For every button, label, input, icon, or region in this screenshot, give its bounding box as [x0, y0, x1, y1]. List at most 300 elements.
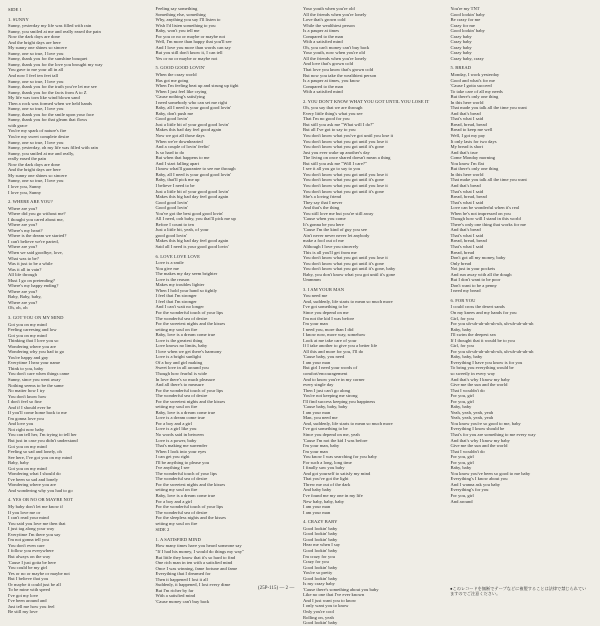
- lyric-line: setting my soul on fire: [155, 487, 198, 493]
- lyric-line: Has got me going: [155, 77, 189, 83]
- lyric-line: I love when we get there's harmony: [155, 348, 222, 354]
- lyric-line: Ummmm: [303, 277, 321, 283]
- lyric-line: Baby, baby: [450, 404, 472, 410]
- lyric-line: For you, girl: [450, 398, 474, 404]
- lyric-line: Think to you, baby: [8, 365, 44, 371]
- lyric-line: Makes this big bad day feel good again: [155, 238, 229, 244]
- lyric-line: Nothing seems to be the same: [8, 382, 64, 388]
- lyric-line: 'Cause baby, you need: [303, 354, 345, 360]
- lyric-line: That's what I said: [450, 199, 484, 205]
- lyric-line: You gave to me your all in all: [8, 67, 64, 73]
- lyric-line: Baby, baby: [450, 326, 472, 332]
- lyric-line: Baby, love is a dream come true: [155, 332, 216, 338]
- lyric-line: New baby, baby, baby: [303, 498, 345, 504]
- lyric-line: She's a loving friend: [303, 194, 342, 200]
- lyric-line: You don't know what you got until you lose it: [303, 182, 388, 188]
- lyric-line: Is a pauper at times: [303, 28, 340, 34]
- lyric-line: with grace: [8, 122, 28, 128]
- lyric-line: In this here world: [450, 171, 484, 177]
- lyric-line: But little they know that it's so hard to find: [155, 554, 236, 560]
- lyric-line: But now you take the wealthiest person: [303, 72, 377, 78]
- lyric-line: Feeling careesing and low: [8, 327, 57, 333]
- lyric-line: Just a little bit of your good good lovin': [155, 188, 229, 194]
- lyric-line: 'Cause I just gotta be here: [8, 559, 56, 565]
- lyric-line: Though how fearful is wide: [155, 371, 208, 376]
- lyric-line: To be mine with speed: [8, 587, 50, 593]
- lyric-line: Good lookin' baby: [450, 11, 485, 17]
- lyric-line: You don't even care: [8, 542, 45, 548]
- lyric-line: I know now, more way, somehow: [303, 332, 366, 338]
- lyric-line: When we said goodbye, love,: [8, 249, 63, 255]
- lyric-line: There's only one thing that works for me: [450, 221, 526, 227]
- lyric-line: For a boy and a girl: [155, 420, 193, 426]
- lyric-line: Where is the dream we started?: [8, 233, 67, 239]
- lyric-line: Then I just can't go along: [303, 387, 351, 393]
- lyric-line: I'm your man: [303, 448, 328, 454]
- lyric-line: Your youth when you're old: [303, 6, 355, 11]
- lyric-line: Why, anything you say I'll listen to: [155, 17, 221, 23]
- lyric-line: And that's true: [450, 149, 478, 155]
- lyric-line: I follow you everywhere: [8, 548, 54, 554]
- lyric-line: When I look into your eyes: [155, 448, 207, 454]
- lyric-line: And that's bread: [450, 182, 481, 188]
- lyric-line: Sunny, you smiled at me and really,: [8, 150, 75, 156]
- lyric-line: And around: [450, 498, 473, 504]
- lyric-line: It's gonna be you here: [303, 221, 344, 227]
- lyric-line: And I start falling apart: [155, 160, 200, 166]
- lyric-line: Before I count to ten: [155, 221, 194, 227]
- song-title: 6. FOR YOU: [450, 297, 476, 303]
- lyric-line: Makes this big bad day feel good again: [155, 194, 229, 200]
- lyric-line: You still love me but you're still away: [303, 210, 374, 216]
- lyric-line: But always on the way: [8, 553, 51, 559]
- lyric-line: I've got my love: [8, 592, 39, 598]
- footer: [0, 586, 600, 596]
- lyric-line: For the wonderful touch of your lips: [155, 504, 224, 510]
- lyric-line: You're my spark of nature's fire: [8, 128, 67, 134]
- lyric-line: Was it all in vain?: [8, 266, 42, 272]
- lyric-line: And I can't wait no longer: [155, 304, 204, 310]
- lyric-line: I'm crazy for you: [303, 553, 335, 559]
- lyric-line: Since you depend on me: [303, 309, 349, 315]
- lyric-line: The living on once shared doesn't mean a thing: [303, 155, 391, 161]
- song-title: 5. GOOD GOOD LOVIN': [155, 65, 205, 71]
- lyric-line: Good good lovin': [155, 205, 188, 211]
- lyric-column-1: [8, 6, 150, 615]
- lyric-line: Baby, Baby, baby,: [8, 294, 42, 300]
- lyric-line: I've anything I see: [155, 465, 190, 471]
- lyric-line: Sunny, thank you for the sunshine bouquet: [8, 56, 88, 62]
- lyric-line: Don't want to be a penny: [450, 282, 497, 288]
- lyric-line: That made you talk all the time you want: [450, 105, 527, 111]
- lyric-line: And now I feel ten feet tall: [8, 73, 59, 79]
- lyric-line: For you, girl: [450, 454, 474, 460]
- side-heading: SIDE 2: [155, 527, 170, 533]
- lyric-line: With a satisfied mind: [155, 593, 196, 599]
- lyric-line: I don't feel so fine: [8, 399, 42, 405]
- lyric-line: I need my bread: [450, 288, 481, 294]
- lyric-line: Said all I need is your good good lovin': [155, 243, 229, 249]
- lyric-line: Love can be wonderful when it's real: [450, 205, 520, 211]
- lyric-line: The wonderful sea of desire: [155, 509, 208, 515]
- lyric-line: Love is a bright sunlight: [155, 354, 201, 360]
- lyric-line: And, suddenly, life starts to mean so much more: [303, 420, 393, 426]
- lyric-line: Where are you?: [8, 222, 38, 228]
- lyric-line: Just a little bit of your good good lovin': [155, 121, 229, 127]
- copyright-notice: ●このレコードを無断でテープなどに複製することは法律で禁じられていますのでご注意ください。: [450, 586, 587, 596]
- lyric-line: Everytime I'm there you say: [8, 531, 61, 537]
- lyric-line: Be crazy for me: [450, 17, 481, 23]
- lyric-line: That's what I said: [450, 116, 484, 122]
- lyric-line: If you'll come home back to me: [8, 410, 67, 416]
- lyric-line: You're my sweet complete desire: [8, 134, 70, 140]
- lyric-line: The makes my day seem brighter: [155, 271, 218, 277]
- lyric-line: Good and what's for me: [450, 77, 495, 83]
- lyric-line: Good lookin' baby: [303, 620, 338, 626]
- lyric-line: I know what'll guarantee to see me through: [155, 166, 236, 172]
- lyric-line: No words said in between: [155, 432, 204, 438]
- lyric-line: 'Cause there's something about you baby: [303, 586, 379, 592]
- lyric-line: Crazy for me: [450, 22, 475, 28]
- lyric-line: And a couple of lovin' feelin': [155, 144, 210, 150]
- lyric-line: When the crazy world: [155, 72, 197, 78]
- lyric-line: That I'm no good for you: [303, 116, 350, 122]
- lyric-line: They say that I never: [303, 199, 343, 205]
- lyric-line: But I don't want to be poor: [450, 277, 501, 283]
- lyric-line: With a satisfied mind: [303, 89, 343, 95]
- lyric-line: For the sweetest nights and the kisses: [155, 398, 226, 404]
- lyric-line: I thought you cared about me,: [8, 216, 64, 222]
- lyric-line: Sunny, one so true, I love you: [8, 178, 64, 184]
- lyric-line: All the friends when you're lonely: [303, 55, 367, 61]
- lyric-column-4: [451, 6, 593, 584]
- lyric-line: Good lookin' baby: [303, 564, 338, 570]
- lyric-line: But I'm richer by far: [155, 587, 194, 593]
- song-title: 6. LOVE LOVE LOVE: [155, 253, 200, 259]
- lyric-line: Crazy baby: [450, 33, 472, 39]
- lyric-line: The wonderful sea of desire: [155, 315, 208, 321]
- lyric-line: And that's bread: [450, 227, 481, 233]
- lyric-line: And I love you more than words can say: [155, 44, 231, 50]
- lyric-line: I love you, Sunny: [8, 183, 42, 189]
- lyric-line: That's what I said: [450, 232, 484, 238]
- lyric-line: Everything I have you know is for you: [450, 359, 523, 365]
- lyric-line: Sunny, yesterday, oh my life was filled with rain: [8, 145, 98, 151]
- lyric-line: You don't know how: [8, 393, 47, 399]
- lyric-line: But still you ask me "What will I do?": [303, 121, 375, 127]
- lyric-line: I can't believe we're parted,: [8, 238, 59, 244]
- lyric-line: I'll swim the deepest sea: [450, 332, 496, 338]
- lyric-line: Crazy baby: [450, 44, 472, 50]
- lyric-line: Well, I'm more than happy that you'll see: [155, 39, 232, 45]
- lyric-line: I feel that I'm stronger: [155, 293, 197, 299]
- lyric-line: Well, I got my pay: [450, 133, 486, 139]
- lyric-line: Crazy baby: [450, 50, 472, 56]
- lyric-line: Baby, don't push me: [155, 110, 194, 116]
- lyric-line: I'm not the kid I was before: [303, 315, 355, 321]
- lyric-line: I can get you right: [155, 454, 190, 460]
- lyric-line: Not right now baby: [8, 426, 45, 432]
- lyric-line: Baby, you don't know what you got until it's gone: [303, 271, 396, 277]
- lyric-line: Sunny, yesterday my life was filled with rain: [8, 23, 92, 29]
- song-title: 3. GOT YOU ON MY MIND: [8, 314, 64, 320]
- lyric-line: You don't know what you've got until you lose it: [303, 133, 394, 139]
- lyric-line: Baby, love is a dream come true: [155, 493, 216, 499]
- lyric-line: With a satisfied mind: [303, 39, 343, 45]
- lyric-line: Sunny, thank you for the love you brought my way: [8, 61, 103, 67]
- lyric-line: Sunny, thank you for that gleam that flows: [8, 117, 88, 123]
- lyric-line: Only bread: [450, 260, 472, 266]
- lyric-line: Was it just to be a while: [8, 261, 53, 267]
- lyric-line: Good lookin' baby: [303, 575, 338, 581]
- lyric-line: Now we got all those days: [155, 133, 205, 139]
- lyric-line: Rolling on, yeah: [303, 614, 334, 620]
- lyric-line: Yeah, yeah, yeah, yeah: [450, 415, 494, 421]
- lyric-line: For such a long, long time: [303, 459, 352, 465]
- lyric-line: That you've got the light: [303, 476, 349, 482]
- lyric-line: Makes my troubles lighter: [155, 282, 205, 288]
- lyric-line: You don't know what you got until you lose it: [303, 255, 388, 261]
- lyric-line: Man, you need me: [303, 415, 338, 421]
- lyric-line: I believe I need to be: [155, 182, 195, 188]
- lyric-line: Ain't never never never let anybody: [303, 232, 370, 238]
- lyric-line: Where did you go without me?: [8, 211, 66, 217]
- lyric-line: Only you're cool: [303, 608, 335, 614]
- lyric-line: Everything that I dreamed for: [155, 571, 211, 577]
- lyric-line: I am your man: [303, 504, 331, 510]
- lyric-line: I am your man: [303, 509, 331, 515]
- lyric-line: But there's only one thing: [450, 94, 499, 100]
- lyric-line: 'Cause I'm not the kid I was before: [303, 437, 368, 443]
- lyric-line: Wondering why you had to go: [8, 349, 65, 355]
- lyric-line: I am your man: [303, 359, 331, 365]
- lyric-line: On my knees and my hands for you: [450, 309, 517, 315]
- lyric-line: really eased the pain: [8, 156, 47, 162]
- lyric-line: To bring you everything would be: [450, 365, 514, 371]
- lyric-line: All I need, ooh baby, you that'll pick me up: [155, 216, 236, 222]
- lyric-line: Oh, you say that we are through: [303, 105, 363, 111]
- lyric-line: When I hold your hand so tightly: [155, 287, 218, 293]
- lyric-line: But girl I need your words of: [303, 365, 358, 371]
- lyric-line: Where's my happy ending?: [8, 283, 59, 289]
- side-heading: SIDE 1: [8, 7, 22, 12]
- lyric-line: Crazy baby: [450, 39, 472, 45]
- lyric-line: And that's why I know my baby: [450, 437, 510, 443]
- lyric-line: Give me the sun and the world: [450, 443, 508, 449]
- lyric-line: Love is a smile: [155, 260, 184, 266]
- lyric-line: Yes or no or maybe or maybe not: [8, 570, 70, 576]
- lyric-line: Everything's for you: [450, 487, 489, 493]
- lyric-line: And the bright days are here: [8, 39, 61, 45]
- lyric-line: Where are you?: [8, 288, 38, 294]
- lyric-line: Baby, baby: [450, 465, 472, 471]
- lyric-line: "If I had his money, I would do things my way": [155, 548, 244, 554]
- song-title: 1. A SATISFIED MIND: [155, 536, 201, 542]
- lyric-line: I just tag along your way: [8, 526, 55, 532]
- lyric-line: What was to be?: [8, 255, 39, 261]
- lyric-line: Threw me out of the dark: [303, 481, 351, 487]
- song-title: 5. BREAD: [450, 65, 472, 71]
- lyric-line: For a boy and a girl: [155, 498, 193, 504]
- lyric-line: Baby, all I need is your good good lovin': [155, 105, 231, 111]
- lyric-line: If I take another to give you a better life: [303, 343, 378, 349]
- lyric-line: Good lookin' baby: [303, 531, 338, 537]
- lyric-line: Just tell me how you feel: [8, 603, 55, 609]
- lyric-line: Give me the sun and the world: [450, 382, 508, 388]
- lyric-line: And baby baby: [303, 487, 332, 493]
- lyric-line: And wondering why you had to go: [8, 487, 73, 493]
- lyric-line: 'Cause baby, baby, baby: [303, 404, 348, 410]
- lyric-line: Baby, all I need is your good good lovin': [155, 171, 231, 177]
- lyric-line: Is a pauper at times, you know: [303, 78, 360, 84]
- lyric-column-3: [303, 6, 445, 626]
- lyric-line: Once I was winning, fame fortune and fame: [155, 565, 238, 571]
- lyric-line: Just a little bit, yeah, of your: [155, 227, 209, 233]
- lyric-line: Baby, baby: [8, 460, 29, 466]
- lyric-line: good good lovin': [155, 232, 187, 238]
- lyric-line: Good lookin' baby: [303, 525, 338, 531]
- lyric-line: I've been so sad and lonely: [8, 476, 58, 482]
- lyric-line: While the wealthiest person: [303, 22, 355, 28]
- lyric-line: Just you ever wake up another's day: [303, 149, 370, 155]
- lyric-line: Where are you?: [8, 244, 38, 250]
- lyric-line: That's what I said: [450, 188, 484, 194]
- lyric-line: Girl, for you: [450, 343, 474, 349]
- lyric-line: You're not keeping me strong: [303, 393, 358, 399]
- lyric-line: Good lookin' baby: [303, 547, 338, 553]
- lyric-line: Baby, baby, baby: [450, 354, 483, 360]
- lyric-line: 'Cause I'm the kind of guy you see: [303, 227, 367, 233]
- lyric-line: Sunny, thank you for the truth you've let me see: [8, 84, 97, 90]
- lyric-line: Oh, oh, oh: [8, 305, 28, 311]
- lyric-line: Good good lovin': [155, 116, 188, 122]
- catalog-number: (25P-115) — 2 —: [258, 586, 295, 591]
- lyric-line: Bread, bread: [450, 249, 475, 255]
- lyric-line: You know I'm flat: [450, 160, 484, 166]
- lyric-line: This is all you'll get from me: [303, 249, 357, 255]
- lyric-line: Crazy for you: [303, 559, 329, 565]
- lyric-line: To take care of all my needs: [450, 88, 503, 94]
- lyric-line: 'Cause money can't buy back: [155, 598, 210, 604]
- lyric-line: Got you on my mind: [8, 443, 47, 449]
- lyric-line: For the sweetest nights and the kisses: [155, 321, 226, 327]
- lyric-line: I'll be anything to please you: [155, 459, 210, 465]
- lyric-line: You don't know what you got until it's gone: [303, 144, 384, 150]
- lyric-line: The wonderful sea of desire: [155, 393, 208, 399]
- lyric-line: But you still don't know it, I can tell: [155, 50, 223, 56]
- lyric-line: And that's why I know my baby: [450, 376, 510, 382]
- lyric-line: so sweetly in every way: [450, 371, 496, 376]
- lyric-line: Girl, for you: [450, 315, 474, 321]
- lyric-line: Everything I know should be: [450, 426, 505, 432]
- lyric-line: Good lookin' baby: [303, 536, 338, 542]
- lyric-line: Bread, bread, bread: [450, 121, 487, 127]
- lyric-line: And if I should ever be: [8, 404, 51, 410]
- lyric-line: You don't know what you got until it's gone: [303, 260, 384, 266]
- lyric-line: Monday, I work yesterday: [450, 72, 500, 78]
- lyric-line: And that's the thing: [303, 205, 340, 211]
- lyric-line: Sweet love in all around you: [155, 365, 209, 371]
- lyric-line: For you uh-uh-uh-uh-uh-uh, uh-uh-uh-uh-uh: [450, 348, 534, 354]
- lyric-line: Got you on my mind: [8, 465, 47, 471]
- lyric-line: The wonderful sea of desire: [155, 476, 208, 482]
- lyric-line: For the wonderful touch of your lips: [155, 387, 224, 393]
- lyric-line: Now the dark days are done: [8, 34, 60, 40]
- lyric-line: See here, I've got you on my mind: [8, 454, 72, 460]
- lyric-line: I see it all you go to say to you: [303, 166, 361, 172]
- lyric-line: Love knows no limits, baby: [155, 343, 208, 349]
- lyric-line: No matter how I try: [8, 388, 45, 394]
- lyric-line: For the sleepless nights and the kisses: [155, 515, 226, 521]
- lyric-line: Come Monday morning: [450, 155, 496, 161]
- lyric-line: Oh, you can't money can't buy back: [303, 44, 370, 50]
- lyric-line: Thinking that I love you so: [8, 338, 59, 344]
- lyric-line: My bread is short: [450, 144, 484, 150]
- lyric-line: Good good lovin': [155, 199, 188, 205]
- lyric-line: It only lasts for two days: [450, 138, 497, 144]
- lyric-line: In this here world: [450, 99, 484, 105]
- lyric-line: Bread, bread, bread: [450, 238, 487, 244]
- lyric-line: Then a rock was formed when we held hands: [8, 100, 92, 106]
- lyric-line: 'Cause I gotta succeed: [450, 83, 492, 89]
- lyric-line: But I believe that you: [8, 576, 49, 582]
- lyric-line: I'll find success keeping you happiness: [303, 398, 376, 404]
- lyric-line: Since you depend on me, yeah: [303, 432, 360, 438]
- lyric-line: Your youth, now when you're old: [303, 50, 365, 56]
- lyric-line: Yes or no or maybe or maybe not: [155, 55, 218, 61]
- lyric-line: Every little thing's what you see: [303, 110, 363, 116]
- lyric-line: Sunny, you smiled at me and really eased the pain: [8, 28, 101, 34]
- lyric-line: Everytime I hear your name: [8, 360, 61, 366]
- lyric-line: And got yourself to satisfy my mind: [303, 470, 371, 476]
- lyric-line: For you uh-uh-uh-uh-uh-uh, uh-uh-uh-uh-uh: [450, 321, 534, 327]
- lyric-line: Yeah, yeah, yeah, yeah: [450, 409, 494, 415]
- lyric-line: I've got something to be: [303, 426, 348, 432]
- song-title: 3. I AM YOUR MAN: [303, 286, 345, 292]
- lyric-line: And that's bread: [450, 110, 481, 116]
- lyric-line: But when that happens to me: [155, 155, 210, 161]
- lyric-line: Feeling say something: [155, 6, 198, 11]
- lyric-line: Everything's I know about you: [450, 476, 508, 482]
- lyric-line: Bread to keep me well: [450, 127, 493, 133]
- lyric-line: Sunny, thank you for the smile upon your face: [8, 111, 94, 117]
- lyric-line: You're happy and gay: [8, 354, 49, 360]
- lyric-line: Love is a dream come true: [155, 415, 205, 421]
- lyric-line: You've got the best good good lovin': [155, 210, 224, 216]
- lyric-line: I've found me my one in my life: [303, 493, 363, 499]
- lyric-line: Hear me when I say: [303, 542, 341, 548]
- lyric-line: You don't care when things came: [8, 371, 70, 377]
- lyric-line: Love that's grown cold: [303, 17, 346, 23]
- lyric-line: That I wouldn't do: [450, 387, 485, 393]
- lyric-line: every single day: [303, 382, 334, 388]
- lyric-line: Love is a power, baby: [155, 437, 197, 443]
- lyric-line: Good lookin' baby: [450, 28, 485, 34]
- song-title: 4. CRAZY BABY: [303, 519, 338, 525]
- lyric-line: I am your man: [303, 409, 331, 415]
- lyric-line: That's what I said: [450, 243, 484, 249]
- lyric-line: Crazy baby, crazy: [450, 55, 484, 61]
- lyric-line: Love is a girl like you: [155, 426, 197, 432]
- lyric-line: Baby, love is a dream come true: [155, 409, 216, 415]
- lyric-line: Feeling so sad and lonely, oh: [8, 449, 62, 455]
- lyric-line: You know you're so good to me, baby: [450, 420, 521, 426]
- lyric-line: Got you on my mind: [8, 332, 47, 338]
- lyric-line: And all there's to measure: [155, 382, 204, 388]
- lyric-line: I finally saw you baby: [303, 465, 345, 471]
- song-title: 2. YOU DON'T KNOW WHAT YOU GOT UNTIL YOU LOSE IT: [303, 98, 430, 104]
- lyric-line: The wonderful touch of your lips: [155, 470, 217, 476]
